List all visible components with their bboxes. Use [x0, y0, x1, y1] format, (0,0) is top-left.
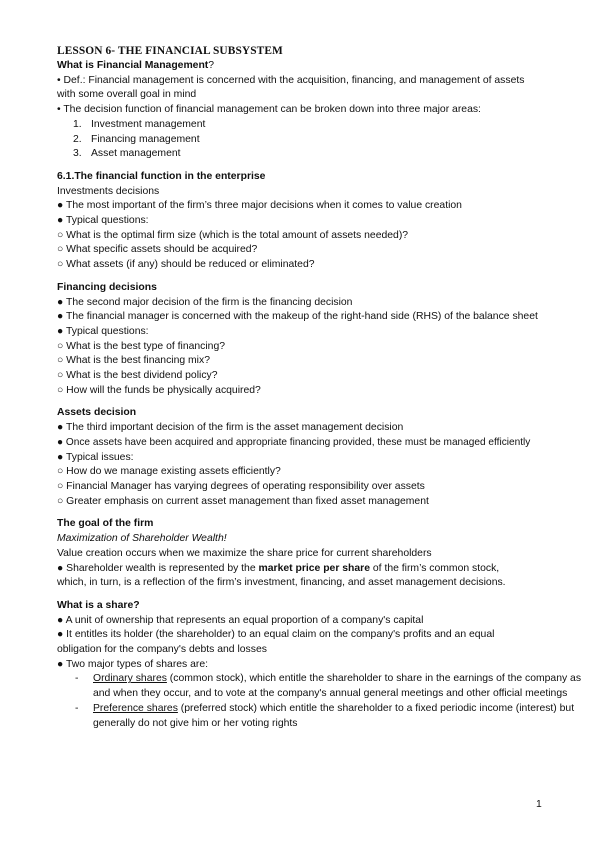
list-item: ○ What is the best dividend policy? — [57, 370, 218, 382]
ordinary-shares-text: (common stock), which entitle the shareholder to share in the earnings of the company as and when they occur, and to vote at the company's annual general meetings and other official meetings — [93, 673, 582, 700]
goal-line: Value creation occurs when we maximize the share price for current shareholders — [57, 547, 432, 559]
list-item-continuation: obligation for the company's debts and losses — [57, 644, 267, 656]
list-item: ○ What specific assets should be acquired? — [57, 244, 258, 256]
area-item — [57, 118, 582, 133]
page-content — [57, 44, 582, 731]
decision-line: • The decision function of financial management can be broken down into three major areas: — [57, 104, 481, 116]
dash-bullet: - — [75, 673, 79, 685]
definition-continuation: with some overall goal in mind — [57, 89, 197, 101]
wealth-continuation: which, in turn, is a reflection of the firm’s investment, financing, and asset management decisions. — [57, 577, 506, 589]
intro-heading-rest: ? — [208, 60, 215, 71]
area-number: 3. — [73, 148, 82, 160]
intro-heading — [57, 59, 582, 74]
investments-subheading: Investments decisions — [57, 185, 160, 197]
list-item: ○ How will the funds be physically acquired? — [57, 384, 261, 396]
list-item: ● The financial manager is concerned with the makeup of the right-hand side (RHS) of the balance sheet — [57, 311, 538, 323]
preference-shares-item — [57, 702, 582, 731]
list-item: ● Typical questions: — [57, 215, 149, 227]
wealth-line — [57, 562, 582, 577]
definition-line: • Def.: Financial management is concerned with the acquisition, financing, and management of assets — [57, 74, 525, 86]
list-item: ○ What assets (if any) should be reduced or eliminated? — [57, 259, 315, 271]
area-item — [57, 147, 582, 162]
area-item — [57, 133, 582, 148]
list-item: ● It entitles its holder (the shareholder) to an equal claim on the company's profits and an equal — [57, 629, 495, 641]
list-item: ● The most important of the firm’s three major decisions when it comes to value creation — [57, 200, 462, 212]
area-number: 2. — [73, 133, 82, 145]
financing-heading: Financing decisions — [57, 281, 157, 293]
list-item: ● Typical questions: — [57, 325, 149, 337]
page-number: 1 — [536, 799, 542, 810]
area-text: Investment management — [91, 118, 206, 130]
preference-shares-text: (preferred stock) which entitle the shareholder to a fixed periodic income (interest) but generally do not give him or her voting rights — [93, 702, 575, 729]
goal-heading: The goal of the firm — [57, 518, 154, 530]
assets-heading: Assets decision — [57, 407, 137, 419]
intro-heading-bold: What is Financial Management — [57, 60, 209, 71]
list-item: ● A unit of ownership that represents an equal proportion of a company's capital — [57, 614, 424, 626]
list-item: ○ How do we manage existing assets efficiently? — [57, 466, 281, 478]
list-item: ○ Greater emphasis on current asset management than fixed asset management — [57, 495, 429, 507]
share-heading: What is a share? — [57, 599, 140, 611]
list-item: ○ What is the optimal firm size (which is the total amount of assets needed)? — [57, 229, 409, 241]
goal-italic: Maximization of Shareholder Wealth! — [57, 533, 227, 545]
wealth-text-post: of the firm’s common stock, — [370, 562, 500, 574]
list-item: ● Typical issues: — [57, 451, 134, 463]
list-item: ○ What is the best financing mix? — [57, 355, 210, 367]
dash-bullet: - — [75, 702, 79, 714]
ordinary-shares-item — [57, 672, 582, 701]
list-item: ● Once assets have been acquired and appropriate financing provided, these must be managed efficiently — [57, 436, 531, 448]
area-text: Financing management — [91, 133, 200, 145]
list-item: ● The third important decision of the firm is the asset management decision — [57, 422, 404, 434]
list-item: ○ Financial Manager has varying degrees of operating responsibility over assets — [57, 480, 425, 492]
list-item: ● Two major types of shares are: — [57, 658, 209, 670]
section-6-1-heading: 6.1.The financial function in the enterprise — [57, 170, 266, 182]
lesson-title: LESSON 6- THE FINANCIAL SUBSYSTEM — [57, 45, 283, 57]
list-item: ○ What is the best type of financing? — [57, 340, 226, 352]
wealth-text: ● Shareholder wealth is represented by the — [57, 562, 259, 574]
area-number: 1. — [73, 118, 82, 130]
area-text: Asset management — [91, 148, 181, 160]
preference-shares-term: Preference shares — [93, 702, 178, 714]
ordinary-shares-term: Ordinary shares — [93, 673, 167, 685]
list-item: ● The second major decision of the firm is the financing decision — [57, 296, 353, 308]
wealth-bold: market price per share — [258, 562, 370, 574]
